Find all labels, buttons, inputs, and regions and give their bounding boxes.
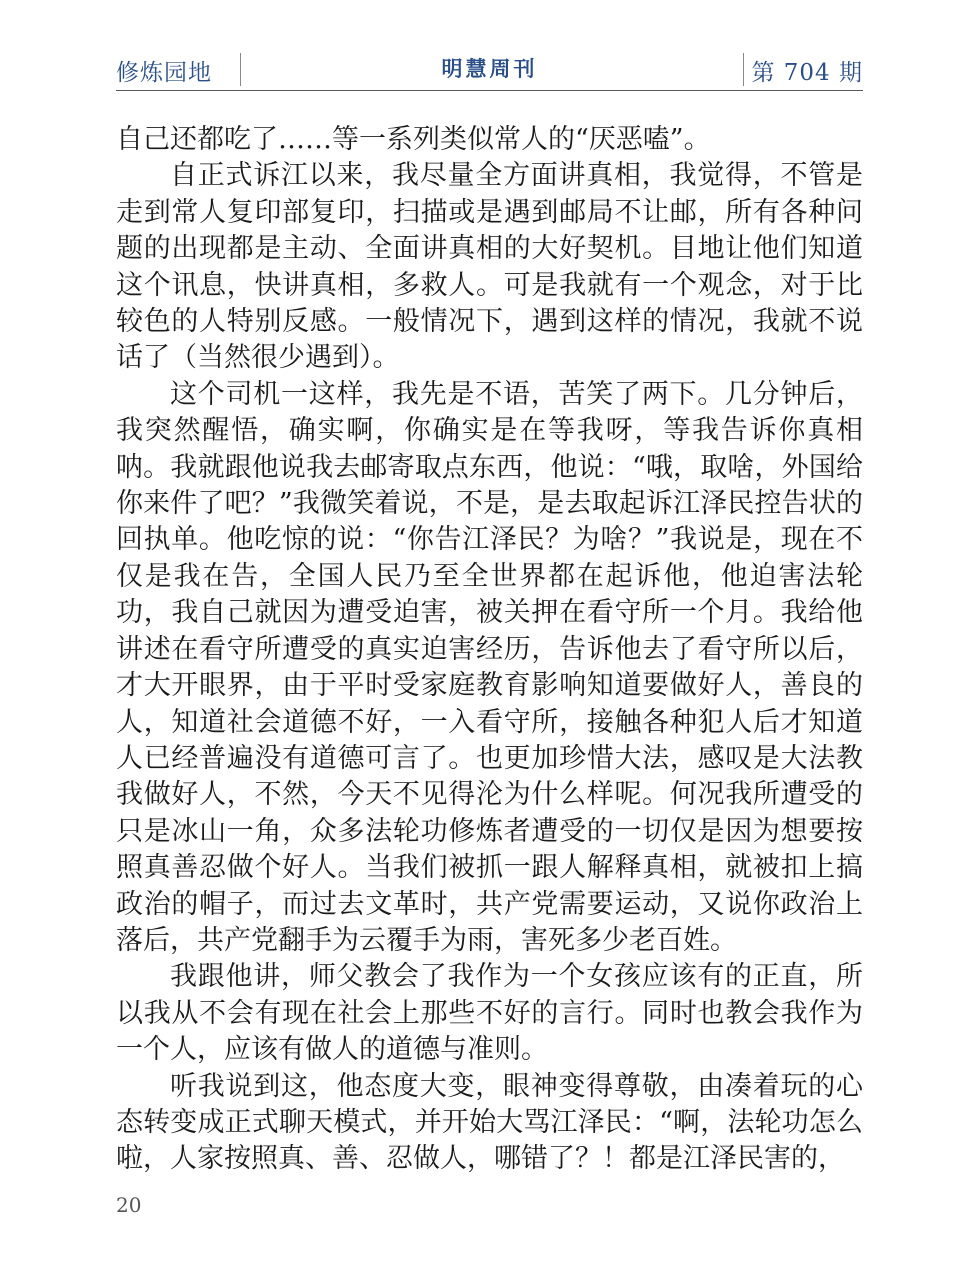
issue-number: 第 704 期 — [751, 60, 863, 86]
header-divider-right — [743, 53, 744, 86]
paragraph: 我跟他讲，师父教会了我作为一个女孩应该有的正直，所以我从不会有现在社会上那些不好的言行。同时也教会我作为一个人，应该有做人的道德与准则。 — [116, 961, 863, 1066]
article-body — [116, 122, 863, 1178]
section-name: 修炼园地 — [116, 60, 212, 86]
page-header — [116, 50, 863, 90]
header-rule — [116, 90, 863, 91]
paragraph: 自正式诉江以来，我尽量全方面讲真相，我觉得，不管是走到常人复印部复印，扫描或是遇到邮局不让邮，所有各种问题的出现都是主动、全面讲真相的大好契机。目地让他们知道这个讯息，快讲真相，多救人。可是我就有一个观念，对于比较色的人特别反感。一般情况下，遇到这样的情况，我就不说话了（当然很少遇到）。 — [116, 160, 863, 374]
paragraph: 听我说到这，他态度大变，眼神变得尊敬，由凑着玩的心态转变成正式聊天模式，并开始大骂江泽民：“啊，法轮功怎么啦，人家按照真、善、忍做人，哪错了？！都是江泽民害的， — [116, 1070, 863, 1175]
page-number: 20 — [116, 1193, 142, 1217]
publication-title: 明慧周刊 — [441, 56, 538, 81]
paragraph: 自己还都吃了……等一系列类似常人的“厌恶嗑”。 — [116, 124, 711, 155]
paragraph: 这个司机一这样，我先是不语，苦笑了两下。几分钟后，我突然醒悟，确实啊，你确实是在等我呀，等我告诉你真相呐。我就跟他说我去邮寄取点东西，他说：“哦，取啥，外国给你来件了吧？”我微笑着说，不是，是去取起诉江泽民控告状的回执单。他吃惊的说：“你告江泽民？为啥？”我说是，现在不仅是我在告，全国人民乃至全世界都在起诉他，他迫害法轮功，我自己就因为遭受迫害，被关押在看守所一个月。我给他讲述在看守所遭受的真实迫害经历，告诉他去了看守所以后，才大开眼界，由于平时受家庭教育影响知道要做好人，善良的人，知道社会道德不好，一入看守所，接触各种犯人后才知道人已经普遍没有道德可言了。也更加珍惜大法，感叹是大法教我做好人，不然，今天不见得沦为什么样呢。何况我所遭受的只是冰山一角，众多法轮功修炼者遭受的一切仅是因为想要按照真善忍做个好人。当我们被抓一跟人解释真相，就被扣上搞政治的帽子，而过去文革时，共产党需要运动，又说你政治上落后，共产党翻手为云覆手为雨，害死多少老百姓。 — [116, 378, 863, 956]
